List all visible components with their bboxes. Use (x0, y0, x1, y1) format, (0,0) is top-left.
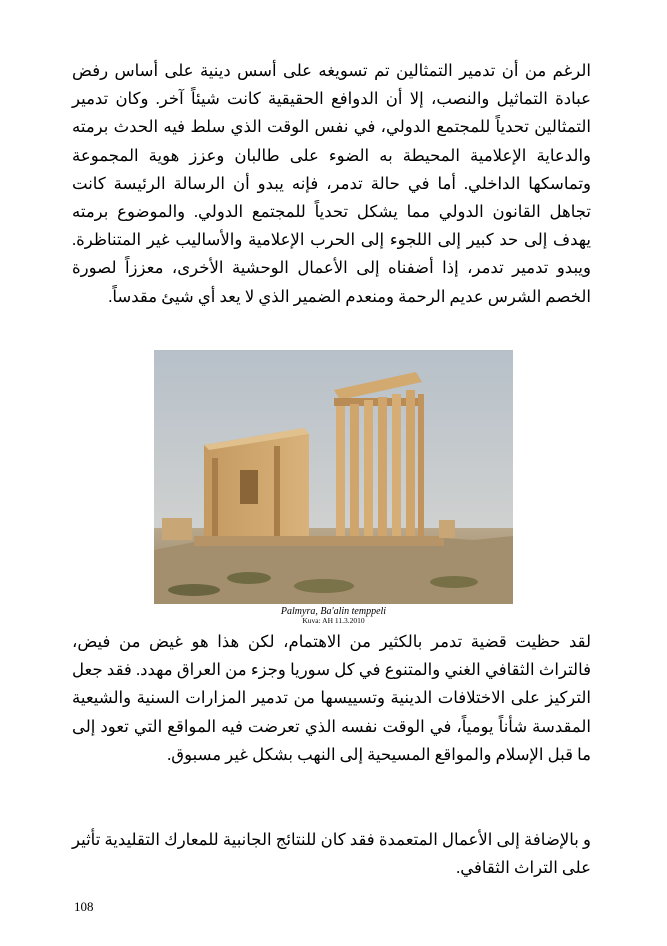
temple-photo (154, 350, 513, 604)
figure (154, 350, 513, 625)
paragraph-1: الرغم من أن تدمير التمثالين تم تسويغه على أسس دينية على أساس رفض عبادة التماثيل والنصب، إلا أن الدوافع الحقيقية كانت شيئاً آخر. وكان تدمير التمثالين تحدياً للمجتمع الدولي، في نفس الوقت الذي سلط فيه الحدث برمته والدعاية الإعلامية المحيطة به الضوء على طالبان وعزز هوية المجموعة وتماسكها الداخلي. أما في حالة تدمر، فإنه يبدو أن الرسالة الرئيسة كانت تجاهل القانون الدولي مما يشكل تحدياً للمجتمع الدولي. والموضوع برمته يهدف إلى حد كبير إلى اللجوء إلى الحرب الإعلامية والأساليب غير المتناظرة. ويبدو تدمير تدمر، إذا أضفناه إلى الأعمال الوحشية الأخرى، معززاً لصورة الخصم الشرس عديم الرحمة ومنعدم الضمير الذي لا يعد أي شيئ مقدساً. (72, 61, 591, 306)
figure-credit: Kuva: AH 11.3.2010 (302, 616, 365, 625)
page-number: 108 (74, 899, 94, 914)
figure-caption: Palmyra, Ba'alin temppeli (280, 606, 387, 617)
paragraph-2: لقد حظيت قضية تدمر بالكثير من الاهتمام، لكن هذا هو غيض من فيض، فالتراث الثقافي الغني والمتنوع في كل سوريا وجزء من العراق مهدد. فقد جعل التركيز على الاختلافات الدينية وتسييسها من تدمير المزارات السنية والشيعية المقدسة شأناً يومياً، في الوقت نفسه الذي تعرضت فيه المواقع التي تعود إلى ما قبل الإسلام والمواقع المسيحية إلى النهب بشكل غير مسبوق. (72, 632, 591, 764)
paragraph-3: و بالإضافة إلى الأعمال المتعمدة فقد كان للنتائج الجانبية للمعارك التقليدية تأثير على التراث الثقافي. (72, 830, 591, 878)
